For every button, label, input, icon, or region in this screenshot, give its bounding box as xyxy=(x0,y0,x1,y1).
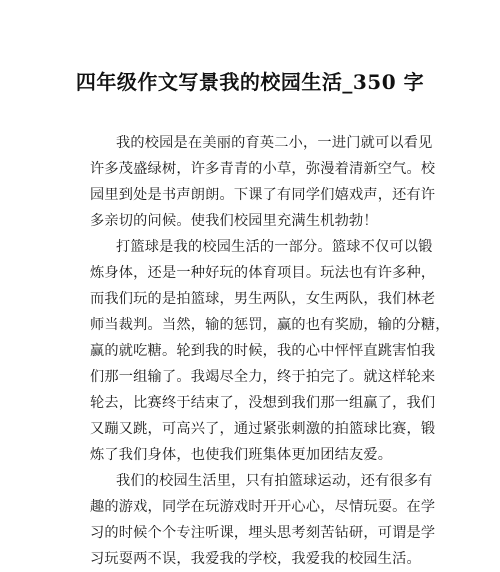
paragraph-2-line-6: 们那一组输了。我竭尽全力，终于拍完了。就这样轮来 xyxy=(90,369,436,385)
paragraph-2-line-3: 而我们玩的是拍篮球，男生两队，女生两队，我们林老 xyxy=(90,291,436,307)
paragraph-1-line-2: 许多茂盛绿树，许多青青的小草，弥漫着清新空气。校 xyxy=(90,161,436,177)
paragraph-2-line-7: 轮去，比赛终于结束了，没想到我们那一组赢了，我们 xyxy=(90,395,436,411)
paragraph-3-line-3: 习的时候个个专注听课，埋头思考刻苦钻研，可谓是学 xyxy=(90,525,436,541)
paragraph-2-line-5: 赢的就吃糖。轮到我的时候，我的心中怦怦直跳害怕我 xyxy=(90,343,436,359)
paragraph-1-line-1: 我的校园是在美丽的育英二小，一进门就可以看见 xyxy=(116,135,433,151)
document-body xyxy=(90,130,450,572)
paragraph-3-line-1: 我们的校园生活里，只有拍篮球运动，还有很多有 xyxy=(116,473,433,489)
paragraph-2-line-4: 师当裁判。当然，输的惩罚，赢的也有奖励，输的分糖， xyxy=(90,317,450,333)
paragraph-3-line-4: 习玩耍两不误，我爱我的学校，我爱我的校园生活。 xyxy=(90,551,421,567)
paragraph-1-line-3: 园里到处是书声朗朗。下课了有同学们嬉戏声，还有许 xyxy=(90,187,436,203)
paragraph-2-line-8: 又蹦又跳，可高兴了，通过紧张刺激的拍篮球比赛，锻 xyxy=(90,421,436,437)
paragraph-2-line-2: 炼身体，还是一种好玩的体育项目。玩法也有许多种， xyxy=(90,265,436,281)
paragraph-3-line-2: 趣的游戏，同学在玩游戏时开开心心，尽情玩耍。在学 xyxy=(90,499,436,515)
paragraph-2-line-9: 炼了我们身体，也使我们班集体更加团结友爱。 xyxy=(90,447,393,463)
paragraph-2-line-1: 打篮球是我的校园生活的一部分。篮球不仅可以锻 xyxy=(116,239,433,255)
paragraph-1-line-4: 多亲切的问候。使我们校园里充满生机勃勃！ xyxy=(90,213,378,229)
document-title: 四年级作文写景我的校园生活_350 字 xyxy=(75,70,425,94)
